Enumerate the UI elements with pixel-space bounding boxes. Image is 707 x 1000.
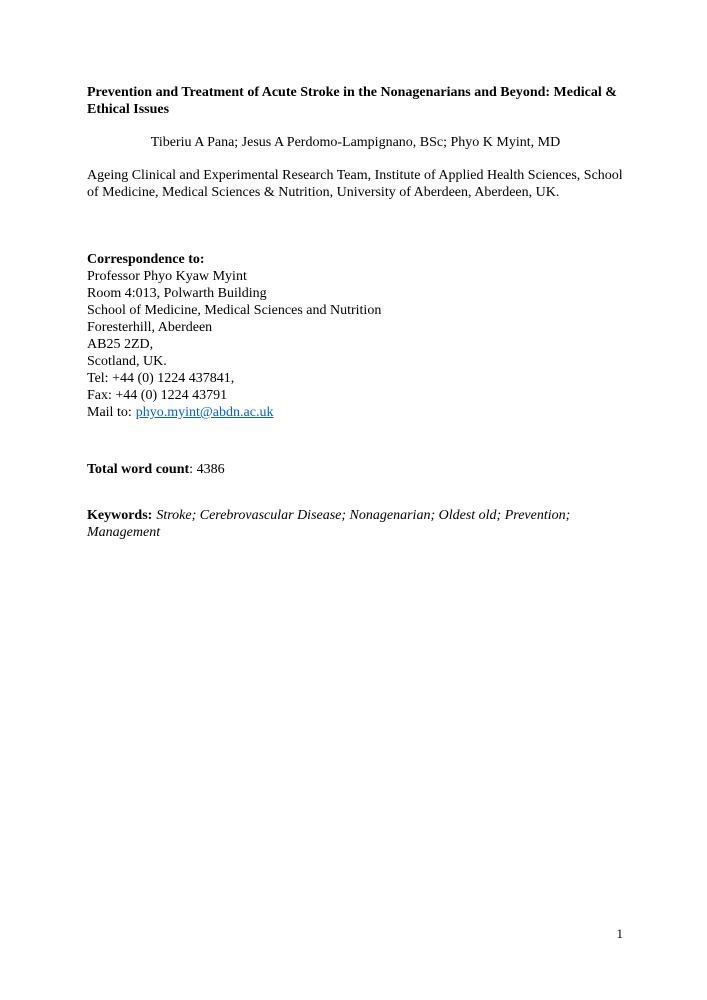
page-number: 1 — [616, 926, 623, 941]
word-count-line — [87, 461, 624, 478]
keywords-value: Stroke; Cerebrovascular Disease; Nonagenarian; Oldest old; Prevention; Management — [87, 508, 571, 540]
paper-title: Prevention and Treatment of Acute Stroke in the Nonagenarians and Beyond: Medical & Ethical Issues — [87, 85, 617, 117]
correspondence-tel: Tel: +44 (0) 1224 437841, — [87, 371, 235, 386]
word-count-value: 4386 — [196, 462, 225, 477]
affiliation: Ageing Clinical and Experimental Research Team, Institute of Applied Health Sciences, School of Medicine, Medical Sciences & Nutrition, University of Aberdeen, Aberdeen, UK. — [87, 168, 623, 200]
correspondence-address: Foresterhill, Aberdeen — [87, 320, 213, 335]
correspondence-heading: Correspondence to: — [87, 252, 205, 267]
correspondence-postcode: AB25 2ZD, — [87, 337, 154, 352]
authors-line: Tiberiu A Pana; Jesus A Perdomo-Lampignano, BSc; Phyo K Myint, MD — [150, 135, 561, 150]
page-content — [87, 84, 624, 541]
correspondence-school: School of Medicine, Medical Sciences and Nutrition — [87, 303, 382, 318]
keywords-line — [87, 507, 624, 541]
correspondence-block — [87, 251, 624, 421]
correspondence-fax: Fax: +44 (0) 1224 43791 — [87, 388, 228, 403]
correspondence-mail-line — [87, 404, 624, 421]
email-link[interactable]: phyo.myint@abdn.ac.uk — [135, 405, 274, 420]
keywords-label: Keywords: — [87, 508, 153, 523]
word-count-separator: : — [189, 462, 197, 477]
correspondence-room: Room 4:013, Polwarth Building — [87, 286, 267, 301]
correspondence-name: Professor Phyo Kyaw Myint — [87, 269, 247, 284]
correspondence-country: Scotland, UK. — [87, 354, 167, 369]
word-count-label: Total word count — [87, 462, 190, 477]
mail-to-label: Mail to: — [87, 405, 132, 420]
